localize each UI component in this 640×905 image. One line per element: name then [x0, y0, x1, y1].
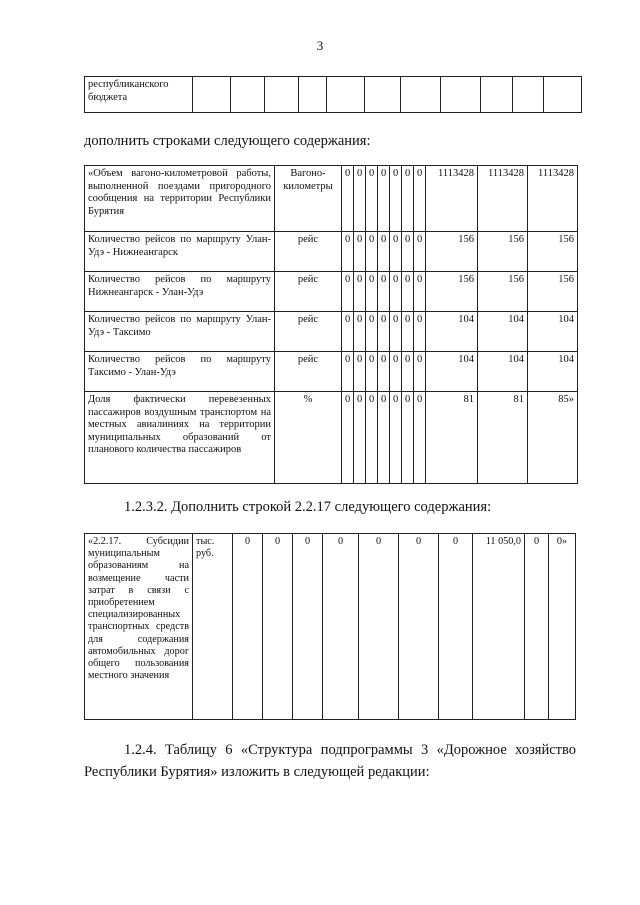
row-label: Количество рейсов по маршруту Нижнеангарск - Улан-Удэ — [85, 272, 275, 312]
table-row — [85, 166, 578, 232]
row-value: 156 — [426, 232, 478, 272]
row-value: 1113428 — [426, 166, 478, 232]
instruction-text: дополнить строками следующего содержания: — [84, 133, 371, 149]
row-zero-value: 0 — [354, 232, 366, 272]
row-zero-value: 0 — [378, 232, 390, 272]
row-value: 104 — [528, 312, 578, 352]
label-line-1: республиканского — [88, 79, 169, 90]
row-unit: рейс — [275, 232, 342, 272]
section-124-line-1: 1.2.4. Таблицу 6 «Структура подпрограммы 3 «Дорожное хозяйство — [124, 742, 576, 758]
row-zero-value: 0 — [414, 392, 426, 484]
row-zero-value: 0 — [402, 232, 414, 272]
section-1232-heading: 1.2.3.2. Дополнить строкой 2.2.17 следующего содержания: — [124, 499, 492, 515]
row-zero-value: 0 — [378, 392, 390, 484]
subsidy-value: 0 — [399, 534, 439, 720]
row-value: 1113428 — [528, 166, 578, 232]
row-zero-value: 0 — [354, 352, 366, 392]
row-zero-value: 0 — [354, 272, 366, 312]
row-value: 104 — [528, 352, 578, 392]
row-label: Количество рейсов по маршруту Таксимо - Улан-Удэ — [85, 352, 275, 392]
row-value: 156 — [426, 272, 478, 312]
row-value: 156 — [528, 232, 578, 272]
row-zero-value: 0 — [390, 232, 402, 272]
row-unit: рейс — [275, 312, 342, 352]
row-zero-value: 0 — [378, 272, 390, 312]
section-124-line-2: Республики Бурятия» изложить в следующей редакции: — [84, 764, 430, 780]
table-row — [85, 272, 578, 312]
row-zero-value: 0 — [390, 312, 402, 352]
row-zero-value: 0 — [342, 312, 354, 352]
row-value: 1113428 — [478, 166, 528, 232]
row-value: 85» — [528, 392, 578, 484]
row-zero-value: 0 — [378, 352, 390, 392]
row-zero-value: 0 — [402, 352, 414, 392]
row-unit: рейс — [275, 352, 342, 392]
subsidy-value: 0 — [525, 534, 549, 720]
row-zero-value: 0 — [354, 166, 366, 232]
row-zero-value: 0 — [414, 352, 426, 392]
row-value: 156 — [528, 272, 578, 312]
row-zero-value: 0 — [402, 312, 414, 352]
subsidy-unit: тыс. руб. — [193, 534, 233, 720]
row-zero-value: 0 — [342, 232, 354, 272]
row-value: 81 — [426, 392, 478, 484]
page-number: 3 — [316, 38, 324, 53]
row-zero-value: 0 — [342, 392, 354, 484]
row-value: 81 — [478, 392, 528, 484]
row-zero-value: 0 — [366, 392, 378, 484]
row-label: Доля фактически перевезенных пассажиров воздушным транспортом на местных авиалиниях на территории муниципальных образований от планового количества пассажиров — [85, 392, 275, 484]
subsidy-value: 0 — [293, 534, 323, 720]
table-row — [85, 312, 578, 352]
row-zero-value: 0 — [366, 272, 378, 312]
row-zero-value: 0 — [378, 312, 390, 352]
row-zero-value: 0 — [354, 312, 366, 352]
row-zero-value: 0 — [402, 392, 414, 484]
row-zero-value: 0 — [342, 166, 354, 232]
subsidy-value: 0» — [549, 534, 576, 720]
row-zero-value: 0 — [390, 352, 402, 392]
subsidy-table — [84, 533, 576, 720]
subsidy-value: 11 050,0 — [473, 534, 525, 720]
table-cell-label — [85, 77, 193, 113]
row-zero-value: 0 — [342, 272, 354, 312]
table-row — [85, 232, 578, 272]
row-label: «Объем вагоно-километровой работы, выполненной поездами пригородного сообщения на территории Республики Бурятия — [85, 166, 275, 232]
row-unit: рейс — [275, 272, 342, 312]
subsidy-value: 0 — [233, 534, 263, 720]
row-value: 104 — [478, 312, 528, 352]
row-zero-value: 0 — [378, 166, 390, 232]
row-zero-value: 0 — [366, 166, 378, 232]
subsidy-value: 0 — [323, 534, 359, 720]
table-row — [85, 392, 578, 484]
row-zero-value: 0 — [354, 392, 366, 484]
row-zero-value: 0 — [402, 272, 414, 312]
row-zero-value: 0 — [414, 312, 426, 352]
row-zero-value: 0 — [390, 392, 402, 484]
row-value: 104 — [426, 352, 478, 392]
row-zero-value: 0 — [414, 272, 426, 312]
subsidy-value: 0 — [359, 534, 399, 720]
top-table-fragment — [84, 76, 582, 113]
row-zero-value: 0 — [390, 272, 402, 312]
row-unit: % — [275, 392, 342, 484]
table-row — [85, 352, 578, 392]
row-zero-value: 0 — [414, 166, 426, 232]
row-zero-value: 0 — [342, 352, 354, 392]
row-zero-value: 0 — [366, 312, 378, 352]
row-label: Количество рейсов по маршруту Улан-Удэ - Таксимо — [85, 312, 275, 352]
row-value: 156 — [478, 272, 528, 312]
row-zero-value: 0 — [414, 232, 426, 272]
row-label: Количество рейсов по маршруту Улан-Удэ - Нижнеангарск — [85, 232, 275, 272]
label-line-2: бюджета — [88, 91, 128, 103]
row-zero-value: 0 — [366, 232, 378, 272]
subsidy-label: «2.2.17. Субсидии муниципальным образованиям на возмещение части затрат в связи с приобретением специализированных транспортных средств для содержания автомобильных дорог общего пользования местного значения — [85, 534, 193, 720]
indicators-table — [84, 165, 578, 484]
row-unit: Вагоно-километры — [275, 166, 342, 232]
subsidy-value: 0 — [263, 534, 293, 720]
row-zero-value: 0 — [390, 166, 402, 232]
row-zero-value: 0 — [402, 166, 414, 232]
row-value: 156 — [478, 232, 528, 272]
row-value: 104 — [426, 312, 478, 352]
row-value: 104 — [478, 352, 528, 392]
row-zero-value: 0 — [366, 352, 378, 392]
subsidy-value: 0 — [439, 534, 473, 720]
